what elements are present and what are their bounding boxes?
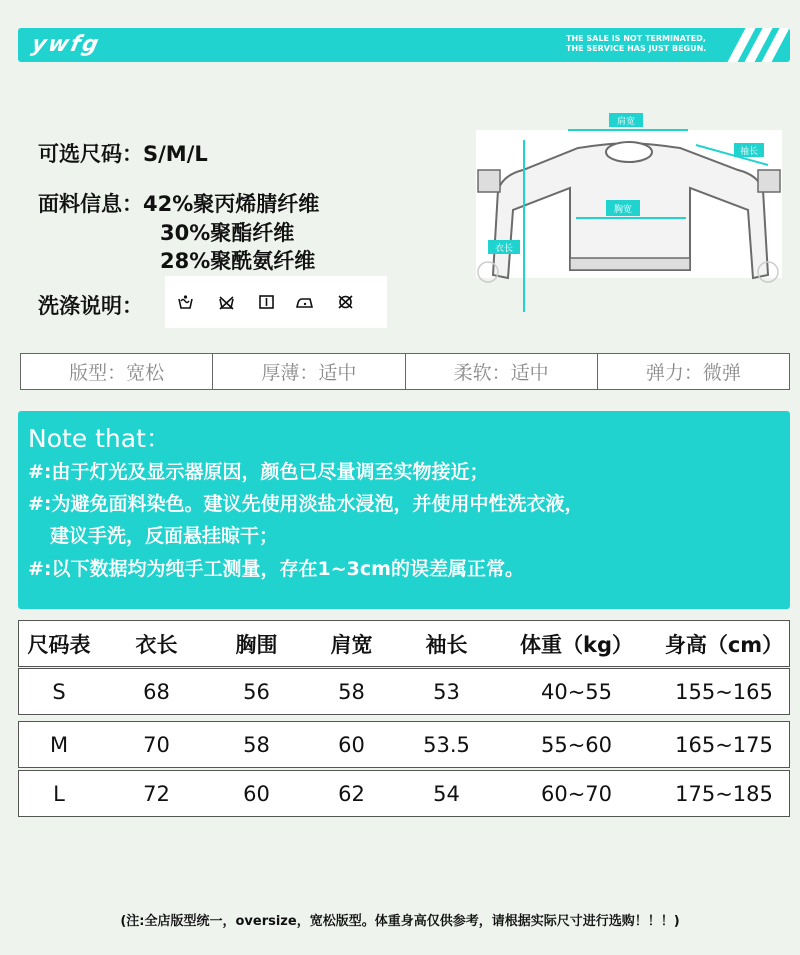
cell-weight: 40~55 [540,679,613,704]
cell-sleeve: 54 [433,781,460,806]
size-options [38,138,208,168]
cell-height: 165~175 [675,732,773,757]
header-chest: 胸围 [235,632,278,657]
note-panel [18,411,790,609]
garment-attributes-table [20,353,790,390]
cell-sleeve: 53.5 [423,732,470,757]
cell-chest: 60 [243,781,270,806]
header-shoulder: 肩宽 [330,632,373,657]
cell-size: L [53,781,65,806]
header-height: 身高（cm） [664,632,784,657]
header-sleeve: 袖长 [425,632,468,657]
cell-height: 175~185 [675,781,773,806]
fabric-label: 面料信息： [38,192,143,216]
wash-instructions-label: 洗涤说明： [38,294,143,318]
cell-size: S [52,679,66,704]
banner-tagline [566,34,706,54]
footer-note: (注:全店版型统一，oversize，宽松版型。体重身高仅供参考，请根据实际尺寸进行选购！！！) [120,914,680,929]
note-title: Note that： [28,424,171,453]
no-dry-clean-icon [337,294,354,310]
note-line-1: #:由于灯光及显示器原因，颜色已尽量调至实物接近； [28,461,489,483]
size-row-m [18,721,790,768]
attr-thickness: 厚薄：适中 [213,354,405,389]
cell-length: 70 [143,732,170,757]
note-line-4: #:以下数据均为纯手工测量，存在1~3cm的误差属正常。 [28,558,524,580]
cell-shoulder: 60 [338,732,365,757]
attr-softness: 柔软：适中 [406,354,598,389]
cell-height: 155~165 [675,679,773,704]
size-row-s [18,668,790,715]
tumble-dry-icon [258,294,275,310]
cell-shoulder: 62 [338,781,365,806]
size-row-l [18,770,790,817]
fabric-line-2: 30%聚酯纤维 [160,221,295,245]
header-size: 尺码表 [27,632,91,657]
tagline-line-2: THE SERVICE HAS JUST BEGUN. [566,44,707,53]
cell-sleeve: 53 [433,679,460,704]
brand-logo: ywfg [29,32,103,57]
cell-shoulder: 58 [338,679,365,704]
sleeve-label: 袖长 [739,147,759,157]
size-table-header [18,620,790,667]
hand-wash-icon [177,294,194,310]
cell-chest: 58 [243,732,270,757]
garment-measurement-diagram [468,100,790,320]
chest-label: 胸宽 [613,205,633,215]
note-line-3: 建议手洗，反面悬挂晾干； [50,525,279,547]
size-options-value: S/M/L [143,142,208,166]
length-label: 衣长 [494,244,514,254]
cell-length: 72 [143,781,170,806]
no-bleach-icon [218,294,235,310]
header-length: 衣长 [135,632,178,657]
fabric-line-3: 28%聚酰氨纤维 [160,249,316,273]
fabric-line-1: 42%聚丙烯腈纤维 [143,192,320,216]
iron-icon [296,294,313,310]
wash-icons-box [165,276,387,328]
cell-weight: 55~60 [540,732,613,757]
fabric-info [38,188,319,218]
shoulder-label: 肩宽 [616,117,636,127]
size-options-label: 可选尺码： [38,142,143,166]
cell-length: 68 [143,679,170,704]
tagline-line-1: THE SALE IS NOT TERMINATED, [566,34,706,43]
attr-elasticity: 弹力：微弹 [645,362,741,384]
header-weight: 体重（kg） [520,632,633,657]
cell-chest: 56 [243,679,270,704]
attr-fit: 版型：宽松 [21,354,213,389]
cell-size: M [49,732,69,757]
cell-weight: 60~70 [540,781,613,806]
top-banner [18,28,790,62]
note-line-2: #:为避免面料染色。建议先使用淡盐水浸泡，并使用中性洗衣液， [28,493,584,515]
